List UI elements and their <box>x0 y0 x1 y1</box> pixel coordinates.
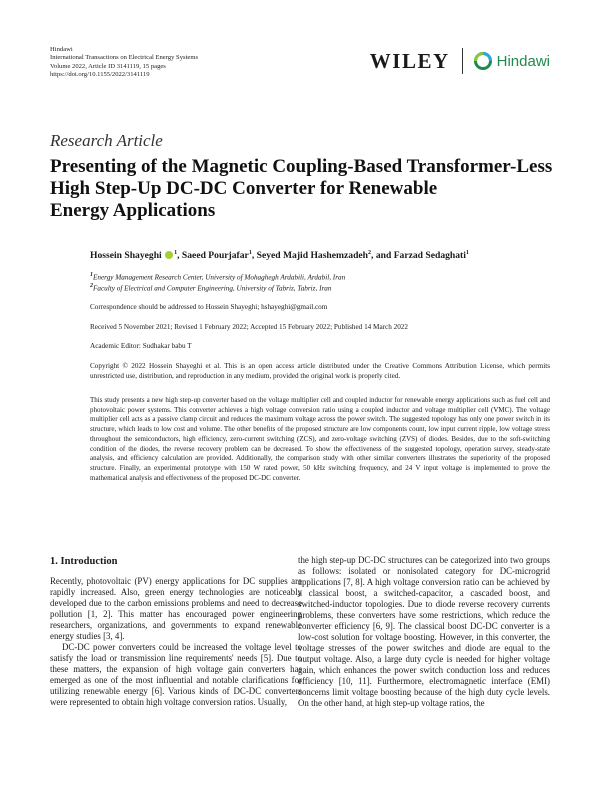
publisher-logos <box>370 46 550 76</box>
logo-divider <box>462 48 463 74</box>
affiliation-item <box>90 271 560 282</box>
orcid-icon[interactable] <box>165 251 173 259</box>
left-column <box>50 556 302 708</box>
hindawi-ring-icon <box>473 51 493 71</box>
hindawi-logo <box>473 51 550 71</box>
body-paragraph: the high step-up DC-DC structures can be categorized into two groups as follows: isolated or nonisolated category for DC-microgrid applications [7, 8]. A high voltage conversion ratio can be achieved by a classical boost, a switched-capacitor, a cascaded boost, and switched-inductor topologies. Due to diode reverse recovery currents problems, these converters have some restrictions, which reduce the converter efficiency [6, 9]. The classical boost DC-DC converter is a low-cost solution for voltage boosting. However, in this converter, the voltage stresses of the power switches and diode are equal to the output voltage. Also, a large duty cycle is needed for higher voltage gain, which enhances the power switch conduction loss and reduces efficiency [10, 11]. Furthermore, electromagnetic interface (EMI) concerns limit voltage boosting because of the high duty cycle levels. On the other hand, at high step-up voltage ratios, the <box>298 555 550 708</box>
academic-editor: Academic Editor: Sudhakar babu T <box>90 342 192 350</box>
author-affiliation-sup: 2 <box>368 250 372 256</box>
title-line: High Step-Up DC-DC Converter for Renewable <box>50 178 438 199</box>
correspondence: Correspondence should be addressed to Hossein Shayeghi; hshayeghi@gmail.com <box>90 303 328 311</box>
author-separator: , <box>251 250 257 262</box>
publisher-name: Hindawi <box>50 46 73 53</box>
affiliation-sup: 2 <box>90 283 93 290</box>
affiliation-item <box>90 282 560 293</box>
body-paragraph: Recently, photovoltaic (PV) energy applications for DC supplies are rapidly increased. Also, green energy technologies are noticeably developed due to the carbon emissions problems and need to decrease pollution [1, 2]. This matter has encouraged power engineering researchers, organizations, and governments to expand renewable energy studies [3, 4]. <box>50 576 302 641</box>
author-name[interactable]: Saeed Pourjafar <box>181 250 249 262</box>
doi-link[interactable]: https://doi.org/10.1155/2022/3141119 <box>50 70 150 78</box>
title-line: Energy Applications <box>50 200 216 221</box>
affiliations <box>90 271 560 294</box>
abstract-text: This study presents a new high step-up converter based on the voltage multiplier cell and coupled inductor for renewable energy applications such as fuel cell and photovoltaic power systems. This converter achieves a high voltage conversion ratio using a coupled inductor and voltage multiplier cell (VMC). The voltage multiplier cell acts as a passive clamp circuit and reduces the maximum voltage across the power switch. The suggested topology has only one power switch in its structure, which leads to low cost and volume. The other benefits of the proposed structure are low components count, low input current ripple, low voltage stress throughout the semiconductors, high efficiency, zero-current switching (ZCS), and zero-voltage switching (ZVS) of diodes. Besides, due to the soft-switching condition of the diodes, the reverse recovery problem can be decreased. To show the effectiveness of the suggested topology, operation survey, steady-state analysis, and efficiency calculation are provided. Additionally, the comparison study with other similar converters illustrates the superiority of the proposed structure. Finally, an experimental prototype with 150 W rated power, 50 kHz switching frequency, and 24 V input voltage is implemented to prove the mathematical analysis and effectiveness of the proposed DC-DC converter. <box>90 396 550 482</box>
volume-line: Volume 2022, Article ID 3141119, 15 pages <box>50 62 166 70</box>
title-line: Presenting of the Magnetic Coupling-Based Transformer-Less <box>50 156 553 177</box>
copyright-text: Copyright © 2022 Hossein Shayeghi et al. This is an open access article distributed under the Creative Commons Attribution License, which permits unrestricted use, distribution, and reproduction in any medium, provided the original work is properly cited. <box>90 362 550 380</box>
body-paragraph: DC-DC power converters could be increased the voltage level to satisfy the load or transmission line requirements' needs [5]. Due to these matters, the expansion of high voltage gain converters has emerged as one of the most influential and notable clarifications for utilizing renewable energy [6]. Various kinds of DC-DC converters were represented to obtain high voltage conversion ratios. Usually, <box>50 642 302 707</box>
author-name[interactable]: Seyed Majid Hashemzadeh <box>256 250 369 262</box>
publication-dates: Received 5 November 2021; Revised 1 February 2022; Accepted 15 February 2022; Published 14 March 2022 <box>90 323 408 331</box>
abstract <box>90 396 550 483</box>
copyright-notice <box>90 361 550 381</box>
journal-name: International Transactions on Electrical Energy Systems <box>50 54 199 62</box>
journal-info <box>50 46 350 79</box>
author-separator: , <box>177 250 182 262</box>
author-name[interactable]: Farzad Sedaghati <box>393 250 466 262</box>
author-name[interactable]: Hossein Shayeghi <box>90 250 162 262</box>
author-affiliation-sup: 1 <box>465 250 469 256</box>
author-list <box>90 250 560 261</box>
author-affiliation-sup: 1 <box>174 250 178 256</box>
affiliation-text: Faculty of Electrical and Computer Engineering, University of Tabriz, Tabriz, Iran <box>93 284 332 293</box>
author-affiliation-sup: 1 <box>248 250 252 256</box>
right-column <box>298 555 550 709</box>
author-separator: , and <box>371 250 394 262</box>
article-type: Research Article <box>50 131 163 150</box>
paper-title <box>50 156 553 222</box>
wiley-logo: WILEY <box>369 48 450 73</box>
section-heading: 1. Introduction <box>50 556 118 567</box>
hindawi-wordmark: Hindawi <box>496 52 550 70</box>
affiliation-sup: 1 <box>90 272 93 278</box>
affiliation-text: Energy Management Research Center, University of Mohaghegh Ardabili, Ardabil, Iran <box>93 273 346 282</box>
